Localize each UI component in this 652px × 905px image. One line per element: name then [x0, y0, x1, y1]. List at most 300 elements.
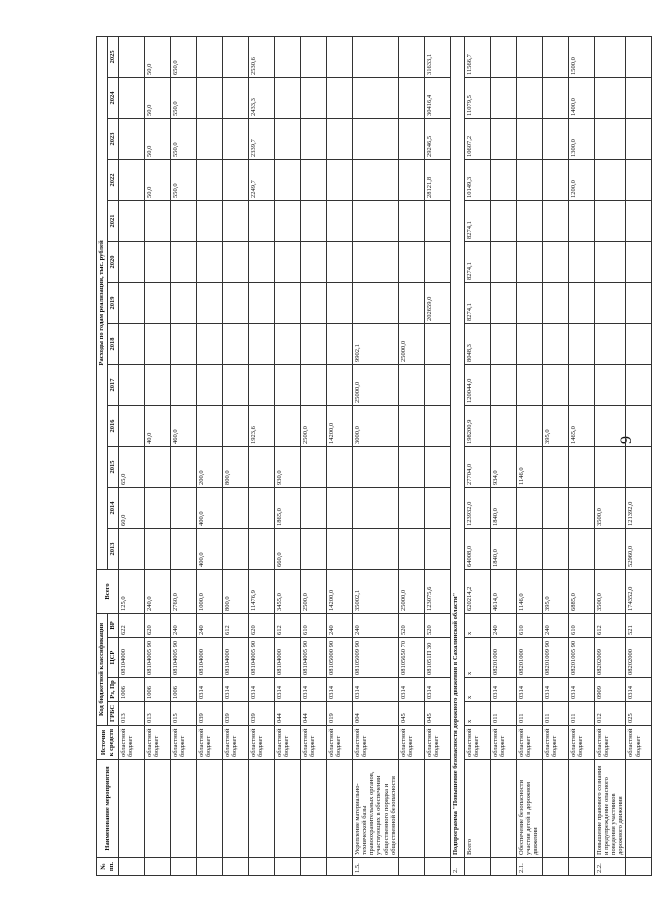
- row-csr: 08201009 90: [542, 638, 568, 678]
- row-num: [171, 858, 197, 876]
- header-name: Наименование мероприятия: [97, 760, 119, 858]
- row-vr: 620: [249, 613, 275, 637]
- header-year: 2014: [108, 487, 119, 528]
- row-year-value: 550,0: [171, 118, 197, 159]
- row-num: [119, 858, 145, 876]
- row-year-value: [516, 118, 542, 159]
- row-year-value: 2500,0: [301, 405, 327, 446]
- header-code: ЦСР: [108, 638, 119, 678]
- row-name: [424, 760, 450, 858]
- row-num: [301, 858, 327, 876]
- header-code: ГРБС: [108, 702, 119, 726]
- row-year-value: [223, 36, 249, 77]
- header-total: Всего: [97, 569, 119, 613]
- row-year-value: [249, 364, 275, 405]
- row-year-value: [223, 77, 249, 118]
- row-csr: 08201005 90: [568, 638, 594, 678]
- row-year-value: 800,0: [223, 446, 249, 487]
- row-year-value: [542, 323, 568, 364]
- header-code: Рз, Пр: [108, 678, 119, 702]
- row-source: областной бюджет: [490, 726, 516, 760]
- row-year-value: [119, 405, 145, 446]
- row-year-value: [398, 159, 424, 200]
- row-year-value: [327, 487, 353, 528]
- row-csr: 08202000: [626, 638, 652, 678]
- row-csr: 08104005 90: [249, 638, 275, 678]
- row-year-value: 9902,1: [353, 323, 399, 364]
- row-vr: 240: [197, 613, 223, 637]
- row-vr: 240: [353, 613, 399, 637]
- row-num: [568, 858, 594, 876]
- row-num: [223, 858, 249, 876]
- row-year-value: [327, 364, 353, 405]
- row-year-value: 8274,1: [464, 241, 490, 282]
- row-year-value: [568, 487, 594, 528]
- row-year-value: 50,0: [145, 159, 171, 200]
- header-year: 2015: [108, 446, 119, 487]
- row-year-value: [327, 241, 353, 282]
- row-year-value: [301, 487, 327, 528]
- row-year-value: 202659,0: [424, 282, 450, 323]
- row-year-value: [568, 446, 594, 487]
- row-name: Всего: [464, 760, 490, 858]
- row-total: 1146,0: [516, 569, 542, 613]
- row-year-value: [353, 200, 399, 241]
- row-total: 4614,0: [490, 569, 516, 613]
- table-row: [171, 36, 197, 875]
- header-row: [97, 36, 108, 875]
- row-name: [490, 760, 516, 858]
- row-name: [301, 760, 327, 858]
- row-year-value: [119, 77, 145, 118]
- row-total: 2500,0: [301, 569, 327, 613]
- row-year-value: [542, 282, 568, 323]
- row-year-value: [145, 487, 171, 528]
- row-year-value: [301, 200, 327, 241]
- row-year-value: [542, 118, 568, 159]
- row-grbs: 044: [301, 702, 327, 726]
- row-year-value: [424, 405, 450, 446]
- row-rzpr: 0314: [542, 678, 568, 702]
- row-year-value: 1146,0: [516, 446, 542, 487]
- row-csr: 08104000: [119, 638, 145, 678]
- row-name: [171, 760, 197, 858]
- row-year-value: [490, 241, 516, 282]
- row-source: областной бюджет: [626, 726, 652, 760]
- row-year-value: 400,0: [197, 528, 223, 569]
- row-year-value: [516, 36, 542, 77]
- row-source: областной бюджет: [197, 726, 223, 760]
- row-year-value: 25000,0: [353, 364, 399, 405]
- row-year-value: 550,0: [171, 77, 197, 118]
- row-year-value: [424, 446, 450, 487]
- row-year-value: [424, 487, 450, 528]
- row-grbs: 013: [119, 702, 145, 726]
- row-source: областной бюджет: [119, 726, 145, 760]
- row-year-value: [197, 405, 223, 446]
- row-rzpr: 0314: [568, 678, 594, 702]
- row-year-value: 1840,0: [490, 487, 516, 528]
- row-year-value: [542, 241, 568, 282]
- row-year-value: [490, 200, 516, 241]
- row-vr: 610: [568, 613, 594, 637]
- row-name: [327, 760, 353, 858]
- row-total: 125,0: [119, 569, 145, 613]
- row-total: 6885,0: [568, 569, 594, 613]
- header-year: 2018: [108, 323, 119, 364]
- row-total: 14200,0: [327, 569, 353, 613]
- row-rzpr: 0314: [197, 678, 223, 702]
- row-csr: 08105009 90: [353, 638, 399, 678]
- row-year-value: [197, 241, 223, 282]
- row-source: областной бюджет: [275, 726, 301, 760]
- row-year-value: [353, 159, 399, 200]
- row-rzpr: 0314: [398, 678, 424, 702]
- row-year-value: [275, 405, 301, 446]
- row-year-value: [327, 282, 353, 323]
- row-year-value: [275, 282, 301, 323]
- row-year-value: [197, 282, 223, 323]
- row-source: областной бюджет: [516, 726, 542, 760]
- row-year-value: 11566,7: [464, 36, 490, 77]
- row-year-value: 460,0: [171, 405, 197, 446]
- row-year-value: [353, 241, 399, 282]
- row-year-value: 1865,0: [275, 487, 301, 528]
- row-grbs: 011: [516, 702, 542, 726]
- row-year-value: [249, 487, 275, 528]
- row-year-value: [249, 323, 275, 364]
- row-year-value: [516, 282, 542, 323]
- row-year-value: [594, 405, 626, 446]
- row-year-value: [171, 446, 197, 487]
- row-year-value: 660,0: [275, 528, 301, 569]
- table-row: [197, 36, 223, 875]
- row-name: Укрепление материально-технической базы правоохранительных органов, участвующих в обеспечении общественного порядка и общественной безопасности: [353, 760, 399, 858]
- row-year-value: [171, 364, 197, 405]
- row-rzpr: 0314: [626, 678, 652, 702]
- row-year-value: 2249,7: [249, 159, 275, 200]
- row-year-value: 550,0: [171, 159, 197, 200]
- row-year-value: 2339,7: [249, 118, 275, 159]
- header-year: 2020: [108, 241, 119, 282]
- row-year-value: 120044,0: [464, 364, 490, 405]
- row-year-value: [197, 200, 223, 241]
- row-num: 1.5.: [353, 858, 399, 876]
- expenses-table: [96, 36, 652, 876]
- row-year-value: [223, 200, 249, 241]
- row-year-value: [626, 36, 652, 77]
- row-csr: 08104000: [223, 638, 249, 678]
- row-year-value: 25000,0: [398, 323, 424, 364]
- row-year-value: 1300,0: [568, 118, 594, 159]
- row-rzpr: 1006: [171, 678, 197, 702]
- row-year-value: [275, 36, 301, 77]
- row-year-value: [119, 159, 145, 200]
- row-total: 3500,0: [594, 569, 626, 613]
- row-year-value: 1840,0: [490, 528, 516, 569]
- row-source: областной бюджет: [542, 726, 568, 760]
- row-grbs: 045: [424, 702, 450, 726]
- row-year-value: 52960,0: [626, 528, 652, 569]
- row-year-value: [275, 159, 301, 200]
- row-year-value: [353, 528, 399, 569]
- row-year-value: [197, 323, 223, 364]
- row-vr: 520: [424, 613, 450, 637]
- row-year-value: 50,0: [145, 118, 171, 159]
- row-year-value: [424, 364, 450, 405]
- table-row: [119, 36, 145, 875]
- row-year-value: [490, 323, 516, 364]
- row-year-value: [327, 77, 353, 118]
- row-year-value: 60,0: [119, 487, 145, 528]
- row-grbs: 019: [327, 702, 353, 726]
- row-vr: 240: [542, 613, 568, 637]
- row-year-value: [424, 200, 450, 241]
- row-source: областной бюджет: [223, 726, 249, 760]
- table-body: [97, 36, 652, 875]
- row-total: 35002,1: [353, 569, 399, 613]
- row-csr: x: [464, 638, 490, 678]
- row-year-value: 28121,8: [424, 159, 450, 200]
- row-year-value: [119, 36, 145, 77]
- row-year-value: [249, 241, 275, 282]
- table-row: [542, 36, 568, 875]
- row-year-value: [171, 528, 197, 569]
- row-vr: 610: [516, 613, 542, 637]
- row-year-value: [594, 77, 626, 118]
- row-year-value: [353, 77, 399, 118]
- row-year-value: [249, 282, 275, 323]
- row-total: 174352,0: [626, 569, 652, 613]
- row-year-value: [398, 364, 424, 405]
- row-year-value: [145, 323, 171, 364]
- row-rzpr: 1006: [119, 678, 145, 702]
- row-source: областной бюджет: [568, 726, 594, 760]
- row-year-value: [516, 77, 542, 118]
- row-source: областной бюджет: [301, 726, 327, 760]
- row-year-value: [424, 241, 450, 282]
- row-year-value: [275, 77, 301, 118]
- row-year-value: [626, 446, 652, 487]
- row-grbs: 013: [145, 702, 171, 726]
- row-rzpr: 0314: [516, 678, 542, 702]
- header-source: Источник средств: [97, 726, 119, 760]
- row-vr: 240: [171, 613, 197, 637]
- row-year-value: [398, 77, 424, 118]
- row-year-value: [223, 282, 249, 323]
- header-year: 2025: [108, 36, 119, 77]
- row-source: областной бюджет: [594, 726, 626, 760]
- row-year-value: [542, 36, 568, 77]
- row-source: областной бюджет: [145, 726, 171, 760]
- row-num: [197, 858, 223, 876]
- row-year-value: [594, 36, 626, 77]
- row-year-value: 1465,0: [568, 405, 594, 446]
- row-year-value: [568, 364, 594, 405]
- row-year-value: [171, 323, 197, 364]
- row-year-value: [171, 487, 197, 528]
- row-year-value: [626, 241, 652, 282]
- row-year-value: [145, 446, 171, 487]
- row-grbs: 012: [594, 702, 626, 726]
- row-year-value: 14200,0: [327, 405, 353, 446]
- table-row: [626, 36, 652, 875]
- table-row: [223, 36, 249, 875]
- row-year-value: [301, 36, 327, 77]
- row-year-value: [516, 528, 542, 569]
- row-rzpr: 0314: [424, 678, 450, 702]
- row-year-value: 10149,3: [464, 159, 490, 200]
- row-name: [145, 760, 171, 858]
- row-year-value: [301, 118, 327, 159]
- row-year-value: [145, 528, 171, 569]
- row-year-value: 65,0: [119, 446, 145, 487]
- row-year-value: [594, 323, 626, 364]
- row-csr: 08201000: [516, 638, 542, 678]
- row-csr: 08104000: [275, 638, 301, 678]
- table-row: [327, 36, 353, 875]
- row-grbs: 011: [568, 702, 594, 726]
- row-rzpr: 0314: [490, 678, 516, 702]
- row-year-value: [197, 118, 223, 159]
- row-year-value: 11079,5: [464, 77, 490, 118]
- row-year-value: [119, 118, 145, 159]
- row-year-value: [568, 528, 594, 569]
- row-grbs: 045: [398, 702, 424, 726]
- row-year-value: [594, 282, 626, 323]
- header-year: 2023: [108, 118, 119, 159]
- row-year-value: [490, 405, 516, 446]
- row-year-value: 400,0: [197, 487, 223, 528]
- row-name: [568, 760, 594, 858]
- row-year-value: [327, 446, 353, 487]
- row-year-value: 8274,1: [464, 282, 490, 323]
- row-num: [626, 858, 652, 876]
- row-year-value: [490, 118, 516, 159]
- row-year-value: 200,0: [197, 446, 223, 487]
- row-year-value: [516, 159, 542, 200]
- row-csr: 08104005 90: [171, 638, 197, 678]
- row-vr: 612: [223, 613, 249, 637]
- row-csr: 08105650 70: [398, 638, 424, 678]
- row-grbs: 039: [197, 702, 223, 726]
- row-year-value: [424, 528, 450, 569]
- row-year-value: 31633,1: [424, 36, 450, 77]
- row-grbs: 011: [490, 702, 516, 726]
- row-year-value: [171, 282, 197, 323]
- row-name: [275, 760, 301, 858]
- row-csr: 08104000: [197, 638, 223, 678]
- header-code: ВР: [108, 613, 119, 637]
- row-year-value: [626, 118, 652, 159]
- row-csr: 08202009: [594, 638, 626, 678]
- row-year-value: [353, 36, 399, 77]
- row-year-value: [249, 446, 275, 487]
- row-total: 395,0: [542, 569, 568, 613]
- row-total: 2760,0: [171, 569, 197, 613]
- row-vr: 240: [327, 613, 353, 637]
- row-year-value: [327, 118, 353, 159]
- row-year-value: 50,0: [145, 36, 171, 77]
- row-year-value: [223, 159, 249, 200]
- row-year-value: [516, 323, 542, 364]
- row-year-value: [490, 282, 516, 323]
- row-year-value: [398, 528, 424, 569]
- row-year-value: 8274,1: [464, 200, 490, 241]
- row-year-value: [542, 528, 568, 569]
- row-source: областной бюджет: [249, 726, 275, 760]
- row-year-value: [197, 77, 223, 118]
- row-year-value: [119, 282, 145, 323]
- row-year-value: [223, 323, 249, 364]
- row-year-value: 50,0: [145, 77, 171, 118]
- row-name: [398, 760, 424, 858]
- row-year-value: [301, 528, 327, 569]
- header-codes-group: Код бюджетной классификации: [97, 613, 108, 725]
- row-year-value: [626, 323, 652, 364]
- row-year-value: [301, 77, 327, 118]
- row-num: [464, 858, 490, 876]
- row-vr: 612: [594, 613, 626, 637]
- row-rzpr: 0314: [275, 678, 301, 702]
- row-year-value: 29246,5: [424, 118, 450, 159]
- row-source: областной бюджет: [171, 726, 197, 760]
- table-row: [424, 36, 450, 875]
- table-row: [490, 36, 516, 875]
- row-year-value: [223, 364, 249, 405]
- row-year-value: [119, 241, 145, 282]
- row-num: [327, 858, 353, 876]
- row-year-value: [145, 241, 171, 282]
- table-row: [353, 36, 399, 875]
- row-vr: 620: [145, 613, 171, 637]
- row-grbs: 044: [275, 702, 301, 726]
- row-year-value: [275, 118, 301, 159]
- row-year-value: [275, 200, 301, 241]
- header-year: 2022: [108, 159, 119, 200]
- row-year-value: [594, 528, 626, 569]
- row-year-value: [626, 282, 652, 323]
- row-year-value: [353, 282, 399, 323]
- row-num: [490, 858, 516, 876]
- row-year-value: [301, 364, 327, 405]
- row-year-value: [398, 118, 424, 159]
- row-year-value: 27704,0: [464, 446, 490, 487]
- row-year-value: [275, 364, 301, 405]
- row-year-value: [145, 364, 171, 405]
- row-year-value: [197, 159, 223, 200]
- row-total: 11476,9: [249, 569, 275, 613]
- row-total: 240,0: [145, 569, 171, 613]
- row-csr: 08104005 90: [301, 638, 327, 678]
- row-vr: x: [464, 613, 490, 637]
- row-year-value: 64008,0: [464, 528, 490, 569]
- row-grbs: 015: [171, 702, 197, 726]
- row-rzpr: 1006: [145, 678, 171, 702]
- row-vr: 520: [398, 613, 424, 637]
- table-row: [249, 36, 275, 875]
- row-year-value: 3500,0: [594, 487, 626, 528]
- row-year-value: [119, 364, 145, 405]
- row-year-value: [171, 241, 197, 282]
- table-row: [594, 36, 626, 875]
- row-name: [223, 760, 249, 858]
- row-year-value: [398, 200, 424, 241]
- row-year-value: [223, 118, 249, 159]
- row-year-value: 1500,0: [568, 36, 594, 77]
- row-year-value: [223, 405, 249, 446]
- row-year-value: [398, 405, 424, 446]
